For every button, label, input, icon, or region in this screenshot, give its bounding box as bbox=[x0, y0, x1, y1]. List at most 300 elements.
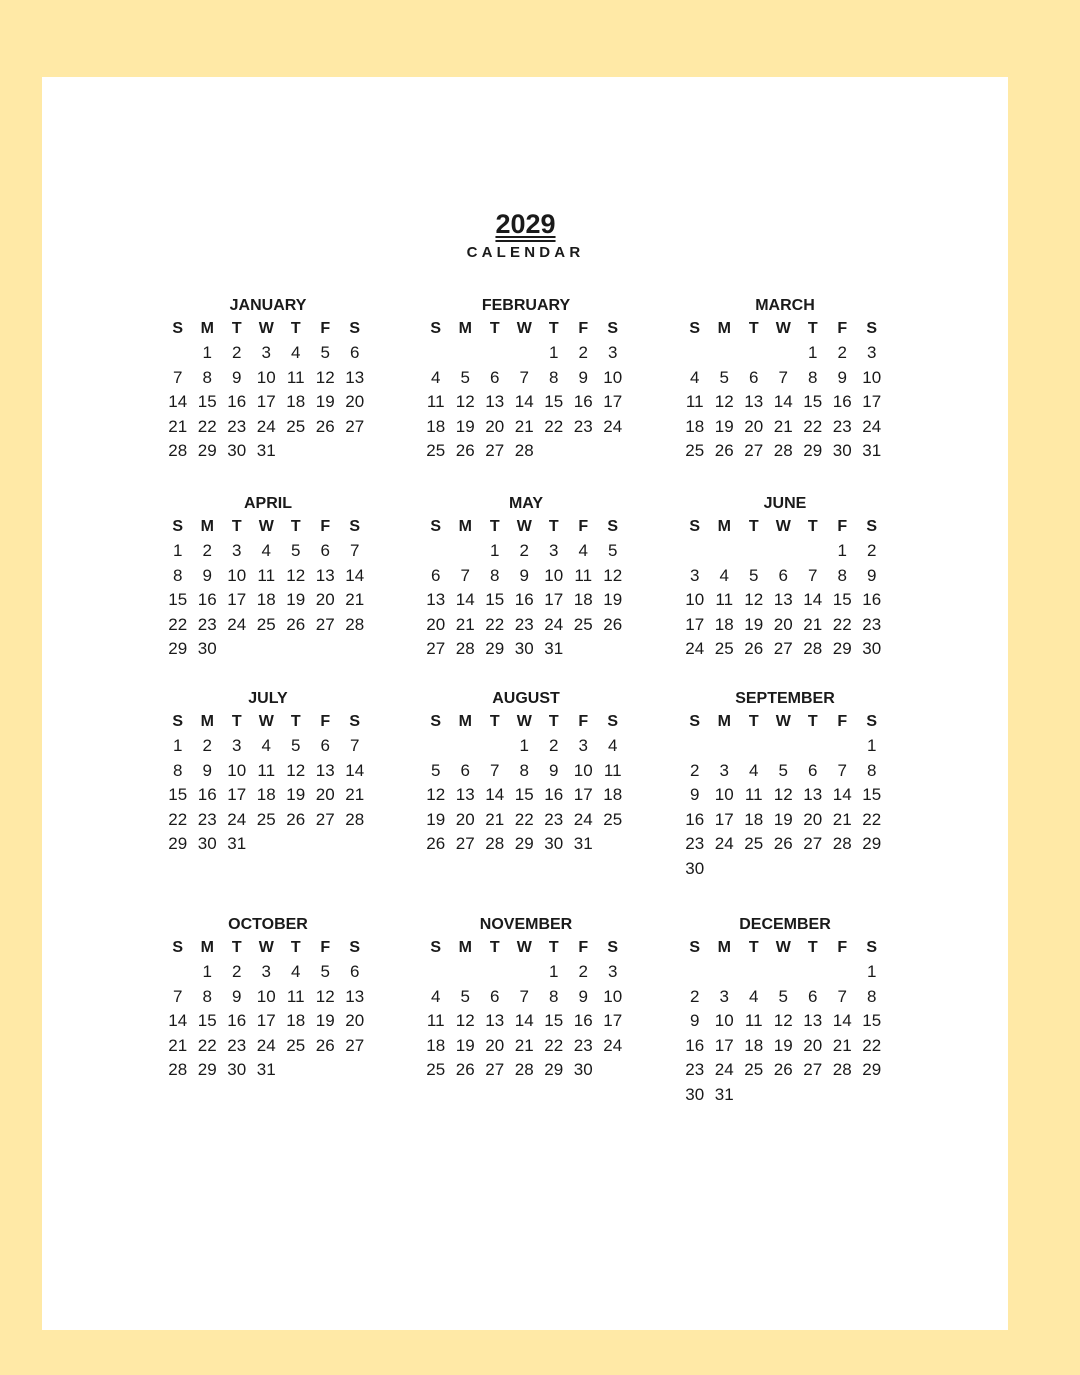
day-cell: 15 bbox=[168, 785, 188, 805]
day-cell: 16 bbox=[197, 590, 217, 610]
day-cell: 19 bbox=[315, 392, 335, 412]
weekday-header: M bbox=[717, 939, 731, 956]
weekday-header: S bbox=[172, 320, 184, 337]
weekday-header: S bbox=[430, 320, 442, 337]
weekday-header: W bbox=[258, 518, 274, 535]
day-cell: 28 bbox=[345, 614, 365, 634]
calendar-subtitle: CALENDAR bbox=[466, 244, 585, 261]
day-cell: 18 bbox=[426, 416, 446, 436]
day-cell: 27 bbox=[345, 416, 365, 436]
day-cell: 21 bbox=[455, 614, 475, 634]
day-cell: 2 bbox=[578, 343, 588, 362]
day-cell: 23 bbox=[197, 614, 217, 634]
day-cell: 6 bbox=[490, 367, 500, 387]
day-cell: 13 bbox=[485, 392, 505, 412]
day-cell: 5 bbox=[460, 367, 470, 387]
empty-day-cell bbox=[739, 539, 769, 564]
day-cell: 4 bbox=[291, 962, 301, 981]
weekday-header: M bbox=[200, 320, 214, 337]
day-cell: 2 bbox=[202, 736, 212, 755]
day-cell: 26 bbox=[315, 416, 335, 436]
day-cell: 6 bbox=[808, 986, 818, 1006]
day-cell: 30 bbox=[685, 1084, 705, 1104]
day-cell: 18 bbox=[744, 809, 764, 829]
day-cell: 13 bbox=[345, 986, 365, 1006]
weekday-header: S bbox=[430, 713, 442, 730]
weekday-header: T bbox=[748, 518, 759, 535]
weekday-header: S bbox=[607, 320, 619, 337]
day-cell: 23 bbox=[573, 416, 593, 436]
day-cell: 14 bbox=[773, 392, 793, 412]
day-cell: 18 bbox=[256, 785, 276, 805]
day-cell: 25 bbox=[426, 441, 446, 461]
empty-day-cell bbox=[451, 539, 481, 564]
weekday-header: S bbox=[349, 713, 361, 730]
month-october bbox=[163, 914, 373, 1083]
day-cell: 15 bbox=[544, 1011, 564, 1031]
day-cell: 13 bbox=[345, 367, 365, 387]
empty-day-cell bbox=[680, 960, 710, 985]
day-cell: 19 bbox=[773, 1035, 793, 1055]
day-cell: 3 bbox=[261, 343, 271, 362]
day-cell: 5 bbox=[719, 367, 729, 387]
day-cell: 21 bbox=[832, 1035, 852, 1055]
day-cell: 6 bbox=[320, 541, 330, 560]
day-cell: 8 bbox=[490, 565, 500, 585]
empty-day-cell bbox=[710, 539, 740, 564]
day-cell: 29 bbox=[862, 1060, 882, 1080]
weekday-header: W bbox=[775, 939, 791, 956]
month-december bbox=[680, 914, 890, 1108]
day-cell: 22 bbox=[168, 614, 188, 634]
day-cell: 3 bbox=[690, 565, 700, 585]
weekday-header: S bbox=[866, 939, 878, 956]
day-cell: 4 bbox=[608, 736, 618, 755]
day-cell: 19 bbox=[286, 785, 306, 805]
day-cell: 8 bbox=[837, 565, 847, 585]
day-cell: 16 bbox=[832, 392, 852, 412]
day-cell: 11 bbox=[715, 590, 734, 610]
empty-day-cell bbox=[421, 734, 451, 759]
day-cell: 30 bbox=[573, 1060, 593, 1080]
weekday-header: F bbox=[837, 713, 848, 730]
weekday-header: W bbox=[516, 939, 532, 956]
day-cell: 17 bbox=[256, 1011, 276, 1031]
day-cell: 24 bbox=[227, 809, 247, 829]
day-cell: 22 bbox=[803, 416, 823, 436]
weekday-header: T bbox=[807, 518, 818, 535]
month-name: OCTOBER bbox=[228, 916, 308, 933]
day-cell: 13 bbox=[315, 565, 335, 585]
day-cell: 5 bbox=[291, 541, 301, 560]
month-april bbox=[163, 493, 373, 662]
month-june bbox=[680, 493, 890, 662]
day-cell: 28 bbox=[168, 441, 188, 461]
day-cell: 12 bbox=[773, 785, 793, 805]
day-cell: 5 bbox=[778, 986, 788, 1006]
day-cell: 22 bbox=[832, 614, 852, 634]
weekday-header: S bbox=[689, 518, 701, 535]
weekday-header: S bbox=[607, 518, 619, 535]
day-cell: 15 bbox=[544, 392, 564, 412]
day-cell: 11 bbox=[744, 1011, 763, 1031]
day-cell: 28 bbox=[773, 441, 793, 461]
day-cell: 26 bbox=[286, 614, 306, 634]
day-cell: 19 bbox=[455, 416, 475, 436]
day-cell: 14 bbox=[168, 1011, 188, 1031]
weekday-header: S bbox=[349, 518, 361, 535]
weekday-header: F bbox=[837, 939, 848, 956]
empty-day-cell bbox=[769, 539, 799, 564]
month-grid bbox=[680, 515, 890, 662]
day-cell: 3 bbox=[867, 343, 877, 362]
day-cell: 25 bbox=[744, 834, 764, 854]
weekday-header: M bbox=[717, 320, 731, 337]
day-cell: 17 bbox=[227, 785, 247, 805]
day-cell: 3 bbox=[608, 343, 618, 362]
day-cell: 28 bbox=[832, 834, 852, 854]
day-cell: 1 bbox=[867, 736, 877, 755]
empty-day-cell bbox=[769, 341, 799, 366]
empty-day-cell bbox=[163, 341, 193, 366]
day-cell: 15 bbox=[862, 1011, 882, 1031]
day-cell: 16 bbox=[227, 392, 247, 412]
empty-day-cell bbox=[769, 960, 799, 985]
weekday-header: T bbox=[807, 713, 818, 730]
month-january bbox=[163, 295, 373, 464]
empty-day-cell bbox=[828, 734, 858, 759]
day-cell: 9 bbox=[202, 565, 212, 585]
day-cell: 25 bbox=[286, 1035, 306, 1055]
day-cell: 17 bbox=[544, 590, 564, 610]
day-cell: 4 bbox=[690, 367, 700, 387]
day-cell: 20 bbox=[773, 614, 793, 634]
day-cell: 27 bbox=[773, 639, 793, 659]
day-cell: 18 bbox=[256, 590, 276, 610]
day-cell: 23 bbox=[685, 834, 705, 854]
day-cell: 31 bbox=[714, 1084, 734, 1104]
day-cell: 4 bbox=[719, 565, 729, 585]
day-cell: 26 bbox=[744, 639, 764, 659]
day-cell: 27 bbox=[315, 809, 335, 829]
day-cell: 19 bbox=[315, 1011, 335, 1031]
day-cell: 24 bbox=[227, 614, 247, 634]
day-cell: 20 bbox=[345, 1011, 365, 1031]
day-cell: 24 bbox=[714, 834, 734, 854]
day-cell: 10 bbox=[862, 367, 882, 387]
day-cell: 1 bbox=[519, 736, 529, 755]
day-cell: 28 bbox=[514, 441, 534, 461]
month-grid bbox=[421, 317, 631, 464]
day-cell: 21 bbox=[803, 614, 823, 634]
day-cell: 1 bbox=[549, 962, 559, 981]
month-grid bbox=[163, 936, 373, 1083]
weekday-header: F bbox=[578, 320, 589, 337]
weekday-header: T bbox=[231, 939, 242, 956]
day-cell: 19 bbox=[426, 809, 446, 829]
weekday-header: W bbox=[258, 320, 274, 337]
day-cell: 23 bbox=[227, 416, 247, 436]
day-cell: 24 bbox=[862, 416, 882, 436]
weekday-header: M bbox=[717, 713, 731, 730]
weekday-header: T bbox=[748, 320, 759, 337]
weekday-header: W bbox=[258, 713, 274, 730]
weekday-header: T bbox=[231, 713, 242, 730]
day-cell: 13 bbox=[426, 590, 446, 610]
day-cell: 9 bbox=[519, 565, 529, 585]
day-cell: 8 bbox=[808, 367, 818, 387]
day-cell: 16 bbox=[544, 785, 564, 805]
day-cell: 21 bbox=[832, 809, 852, 829]
day-cell: 27 bbox=[345, 1035, 365, 1055]
day-cell: 20 bbox=[426, 614, 446, 634]
day-cell: 3 bbox=[232, 736, 242, 755]
empty-day-cell bbox=[798, 734, 828, 759]
day-cell: 14 bbox=[455, 590, 475, 610]
day-cell: 8 bbox=[202, 367, 212, 387]
day-cell: 30 bbox=[197, 834, 217, 854]
day-cell: 22 bbox=[862, 809, 882, 829]
day-cell: 28 bbox=[832, 1060, 852, 1080]
day-cell: 13 bbox=[803, 1011, 823, 1031]
day-cell: 4 bbox=[431, 367, 441, 387]
day-cell: 20 bbox=[315, 785, 335, 805]
day-cell: 25 bbox=[286, 416, 306, 436]
day-cell: 28 bbox=[455, 639, 475, 659]
day-cell: 18 bbox=[426, 1035, 446, 1055]
day-cell: 7 bbox=[778, 367, 788, 387]
weekday-header: W bbox=[516, 320, 532, 337]
month-grid bbox=[163, 317, 373, 464]
day-cell: 7 bbox=[837, 760, 847, 780]
empty-day-cell bbox=[710, 341, 740, 366]
day-cell: 9 bbox=[549, 760, 559, 780]
day-cell: 26 bbox=[603, 614, 623, 634]
weekday-header: S bbox=[349, 320, 361, 337]
empty-day-cell bbox=[680, 734, 710, 759]
day-cell: 25 bbox=[744, 1060, 764, 1080]
day-cell: 12 bbox=[315, 986, 335, 1006]
day-cell: 27 bbox=[803, 834, 823, 854]
weekday-header: T bbox=[548, 518, 559, 535]
day-cell: 22 bbox=[197, 1035, 217, 1055]
day-cell: 1 bbox=[173, 736, 183, 755]
day-cell: 7 bbox=[519, 367, 529, 387]
day-cell: 13 bbox=[315, 760, 335, 780]
weekday-header: F bbox=[837, 518, 848, 535]
day-cell: 28 bbox=[168, 1060, 188, 1080]
day-cell: 5 bbox=[320, 343, 330, 362]
day-cell: 10 bbox=[544, 565, 564, 585]
day-cell: 6 bbox=[749, 367, 759, 387]
day-cell: 14 bbox=[514, 392, 534, 412]
weekday-header: F bbox=[578, 518, 589, 535]
month-name: APRIL bbox=[244, 495, 292, 512]
day-cell: 11 bbox=[426, 1011, 445, 1031]
day-cell: 29 bbox=[832, 639, 852, 659]
empty-day-cell bbox=[510, 960, 540, 985]
empty-day-cell bbox=[163, 960, 193, 985]
day-cell: 1 bbox=[549, 343, 559, 362]
day-cell: 11 bbox=[574, 565, 593, 585]
day-cell: 31 bbox=[256, 1060, 276, 1080]
weekday-header: T bbox=[489, 939, 500, 956]
calendar-year-title: 2029 bbox=[495, 209, 556, 239]
day-cell: 26 bbox=[455, 441, 475, 461]
weekday-header: M bbox=[717, 518, 731, 535]
day-cell: 31 bbox=[544, 639, 564, 659]
day-cell: 11 bbox=[257, 760, 276, 780]
weekday-header: S bbox=[689, 320, 701, 337]
day-cell: 4 bbox=[578, 541, 588, 560]
empty-day-cell bbox=[828, 960, 858, 985]
month-name: MARCH bbox=[755, 297, 815, 314]
day-cell: 29 bbox=[803, 441, 823, 461]
month-name: JANUARY bbox=[229, 297, 307, 314]
weekday-header: S bbox=[172, 518, 184, 535]
day-cell: 27 bbox=[485, 441, 505, 461]
day-cell: 28 bbox=[514, 1060, 534, 1080]
day-cell: 19 bbox=[714, 416, 734, 436]
day-cell: 6 bbox=[460, 760, 470, 780]
day-cell: 8 bbox=[173, 565, 183, 585]
day-cell: 10 bbox=[685, 590, 705, 610]
day-cell: 29 bbox=[485, 639, 505, 659]
day-cell: 17 bbox=[685, 614, 705, 634]
weekday-header: S bbox=[689, 939, 701, 956]
day-cell: 9 bbox=[578, 367, 588, 387]
day-cell: 24 bbox=[714, 1060, 734, 1080]
weekday-header: T bbox=[748, 939, 759, 956]
weekday-header: S bbox=[607, 939, 619, 956]
empty-day-cell bbox=[798, 539, 828, 564]
day-cell: 1 bbox=[202, 962, 212, 981]
day-cell: 22 bbox=[514, 809, 534, 829]
day-cell: 23 bbox=[685, 1060, 705, 1080]
day-cell: 22 bbox=[168, 809, 188, 829]
day-cell: 30 bbox=[514, 639, 534, 659]
day-cell: 21 bbox=[168, 1035, 188, 1055]
day-cell: 21 bbox=[514, 1035, 534, 1055]
day-cell: 10 bbox=[603, 986, 623, 1006]
day-cell: 13 bbox=[455, 785, 475, 805]
weekday-header: S bbox=[172, 939, 184, 956]
day-cell: 15 bbox=[862, 785, 882, 805]
day-cell: 7 bbox=[460, 565, 470, 585]
day-cell: 29 bbox=[862, 834, 882, 854]
day-cell: 25 bbox=[256, 809, 276, 829]
weekday-header: F bbox=[320, 320, 331, 337]
day-cell: 28 bbox=[485, 834, 505, 854]
weekday-header: T bbox=[548, 713, 559, 730]
empty-day-cell bbox=[739, 734, 769, 759]
weekday-header: T bbox=[548, 939, 559, 956]
day-cell: 7 bbox=[173, 986, 183, 1006]
weekday-header: W bbox=[258, 939, 274, 956]
day-cell: 9 bbox=[202, 760, 212, 780]
day-cell: 2 bbox=[549, 736, 559, 755]
day-cell: 19 bbox=[773, 809, 793, 829]
month-july bbox=[163, 688, 373, 857]
month-name: AUGUST bbox=[492, 690, 560, 707]
day-cell: 6 bbox=[808, 760, 818, 780]
weekday-header: M bbox=[200, 518, 214, 535]
day-cell: 26 bbox=[286, 809, 306, 829]
day-cell: 16 bbox=[685, 809, 705, 829]
day-cell: 12 bbox=[286, 565, 306, 585]
month-grid bbox=[680, 710, 890, 882]
day-cell: 24 bbox=[256, 416, 276, 436]
empty-day-cell bbox=[480, 734, 510, 759]
day-cell: 2 bbox=[867, 541, 877, 560]
day-cell: 31 bbox=[862, 441, 882, 461]
day-cell: 15 bbox=[514, 785, 534, 805]
day-cell: 24 bbox=[685, 639, 705, 659]
empty-day-cell bbox=[739, 341, 769, 366]
day-cell: 28 bbox=[345, 809, 365, 829]
weekday-header: T bbox=[807, 320, 818, 337]
empty-day-cell bbox=[480, 960, 510, 985]
day-cell: 9 bbox=[690, 785, 700, 805]
weekday-header: M bbox=[200, 713, 214, 730]
day-cell: 20 bbox=[485, 1035, 505, 1055]
day-cell: 8 bbox=[549, 986, 559, 1006]
day-cell: 14 bbox=[832, 785, 852, 805]
weekday-header: S bbox=[607, 713, 619, 730]
day-cell: 21 bbox=[345, 590, 365, 610]
day-cell: 6 bbox=[431, 565, 441, 585]
weekday-header: F bbox=[578, 713, 589, 730]
weekday-header: W bbox=[775, 518, 791, 535]
day-cell: 2 bbox=[232, 343, 242, 362]
weekday-header: W bbox=[775, 320, 791, 337]
day-cell: 29 bbox=[168, 834, 188, 854]
weekday-header: M bbox=[458, 713, 472, 730]
day-cell: 23 bbox=[573, 1035, 593, 1055]
weekday-header: M bbox=[458, 518, 472, 535]
weekday-header: T bbox=[489, 518, 500, 535]
month-grid bbox=[163, 515, 373, 662]
day-cell: 9 bbox=[232, 986, 242, 1006]
day-cell: 29 bbox=[197, 1060, 217, 1080]
day-cell: 12 bbox=[426, 785, 446, 805]
day-cell: 24 bbox=[544, 614, 564, 634]
day-cell: 20 bbox=[315, 590, 335, 610]
day-cell: 27 bbox=[426, 639, 446, 659]
day-cell: 13 bbox=[744, 392, 764, 412]
day-cell: 14 bbox=[345, 760, 365, 780]
day-cell: 5 bbox=[320, 962, 330, 981]
day-cell: 14 bbox=[803, 590, 823, 610]
day-cell: 11 bbox=[603, 760, 622, 780]
day-cell: 11 bbox=[426, 392, 445, 412]
empty-day-cell bbox=[451, 960, 481, 985]
day-cell: 17 bbox=[714, 809, 734, 829]
weekday-header: F bbox=[320, 713, 331, 730]
day-cell: 2 bbox=[690, 760, 700, 780]
day-cell: 7 bbox=[519, 986, 529, 1006]
empty-day-cell bbox=[769, 734, 799, 759]
weekday-header: F bbox=[320, 518, 331, 535]
day-cell: 23 bbox=[544, 809, 564, 829]
weekday-header: S bbox=[689, 713, 701, 730]
day-cell: 23 bbox=[227, 1035, 247, 1055]
day-cell: 30 bbox=[227, 1060, 247, 1080]
day-cell: 17 bbox=[573, 785, 593, 805]
day-cell: 14 bbox=[345, 565, 365, 585]
month-grid bbox=[421, 710, 631, 857]
day-cell: 23 bbox=[197, 809, 217, 829]
